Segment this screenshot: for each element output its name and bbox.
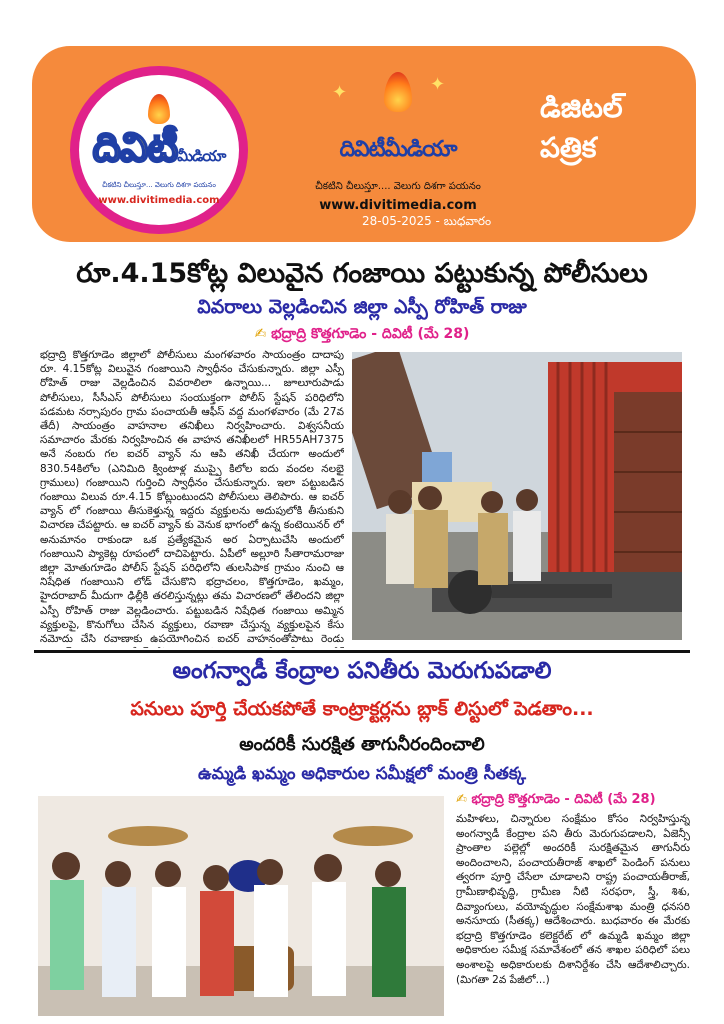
story2-continued: (మిగతా 2వ పేజీలో...) <box>456 973 550 986</box>
left-logo-url: www.divitimedia.com <box>98 195 220 206</box>
pen-writing-icon: ✍ <box>456 792 467 807</box>
story1-byline: ✍ భద్రాద్రి కొత్తగూడెం - దివిటీ (మే 28) <box>254 326 470 342</box>
story2-body: మహిళలు, చిన్నారుల సంక్షేమం కోసం నిర్వహిస్తున్న అంగన్వాడీ కేంద్రాల పని తీరు మెరుగుపడాలని, ఏజెన్సీ ప్రాంతాల పల్లెల్లో అందరికీ సురక్షితమైన తాగునీరు అందించాలని, పంచాయతీరాజ్ శాఖలో పెండింగ్ పనులు త్వరగా పూర్తి చేసేలా చూడాలని రాష్ట్ర పంచాయతీరాజ్, గ్రామీణాభివృద్ధి, గ్రామీణ నీటి సరఫరా, స్త్రీ, శిశు, దివ్యాంగులు, వయోవృద్ధుల సంక్షేమశాఖ మంత్రి ధనసరి అనసూయ (సీతక్క) ఆదేశించారు. బుధవారం ఈ మేరకు భద్రాద్రి కొత్తగూడెం కలెక్టరేట్ లో ఉమ్మడి ఖమ్మం జిల్లా అధికారుల సమీక్ష సమావేశంలో తన శాఖల పరిధిలో పలు అంశాలపై అధికారులకు దిశానిర్దేశం చేసి ఆదేశాలిచ్చారు. (మిగతా 2వ పేజీలో...) <box>456 813 690 986</box>
left-logo-tagline: చీకటిని చీలుస్తూ... వెలుగు దిశగా పయనం <box>102 181 216 189</box>
masthead-banner <box>32 46 696 242</box>
center-logo-brand: దివిటీమీడియా <box>339 137 457 162</box>
story1-subheadline: వివరాలు వెల్లడించిన జిల్లా ఎస్పీ రోహిత్ రాజు <box>197 296 527 318</box>
story2-headline: అంగన్వాడీ కేంద్రాల పనితీరు మెరుగుపడాలి <box>172 658 552 684</box>
left-logo <box>70 66 248 234</box>
police-van-illustration <box>352 352 682 640</box>
center-logo-tagline: చీకటిని చీలుస్తూ.... వెలుగు దిశగా పయనం <box>315 181 481 192</box>
pen-writing-icon: ✍ <box>254 326 267 342</box>
digital-paper-title: డిజిటల్ పత్రిక <box>540 91 623 164</box>
sparkle-icon: ✦ <box>332 82 348 103</box>
story2-byline: ✍ భద్రాద్రి కొత్తగూడెం - దివిటీ (మే 28) <box>456 792 656 807</box>
story1-body: భద్రాద్రి కొత్తగూడెం జిల్లాలో పోలీసులు మంగళవారం సాయంత్రం దాదాపు రూ. 4.15కోట్ల విలువైన గంజాయిని స్వాధీనం చేసుకున్నారు. జిల్లా ఎస్పీ రోహిత్ రాజు వెల్లడించిన వివరాలిలా ఉన్నాయి... జూలూరుపాడు పోలీసులు, సీసీఎస్ పోలీసులు సంయుక్తంగా పోలీస్ స్టేషన్ పరిధిలోని పడమట నర్సాపురం గ్రామ పంచాయతీ ఆఫీస్ వద్ద మంగళవారం (మే 27వ తేదీ) సాయంత్రం వాహనాల తనిఖీలు నిర్వహించారు. విశ్వసనీయ సమాచారం మేరకు నిర్వహించిన ఈ వాహన తనిఖీలలో HR55AH7375 అనే నంబరు గల ఐచర్ వ్యాన్ ను ఆపి తనిఖీ చేయగా అందులో 830.54కిలోల (ఎనిమిది క్వింటాళ్ల ముప్పై కిలోల ఐదు వందల నలభై గ్రాములు) గంజాయిని గుర్తించి స్వాధీనం చేసుకున్నారు. ఇలా పట్టుబడిన గంజాయి విలువ రూ.4.15 కోట్లుంటుందని పోలీసులు తెలిపారు. ఆ ఐచర్ వ్యాన్ లో గంజాయి తీసుకెళ్తున్న ఇద్దరు వ్యక్తులను అదుపులోకి తీసుకుని విచారణ చేపట్టారు. ఆ ఐచర్ వ్యాన్ కు వెనుక భాగంలో ఉన్న కంటెయినర్ లో అనుమానం రాకుండా ఒక ప్రత్యేకమైన అర ఏర్పాటుచేసి అందులో గంజాయిని ప్యాకెట్ల రూపంలో దాచిపెట్టారు. ఏపీలో అల్లూరి సీతారామరాజు జిల్లా మోతుగూడెం పోలీస్ స్టేషన్ పరిధిలోని తులసిపాక గ్రామం నుంచి ఆ నిషేధిత గంజాయిని లోడ్ చేసుకొని భద్రాచలం, కొత్తగూడెం, ఖమ్మం, హైదరాబాద్ మీదుగా ఢిల్లీకి తరలిస్తున్నట్లు తమ విచారణలో తేలిందని జిల్లా ఎస్పీ రోహిత్ రాజు వెల్లడించారు. పట్టుబడిన నిషేధిత గంజాయి అమ్మిన వ్యక్తులపై, కొనుగోలు చేసిన వ్యక్తులు, రవాణా చేస్తున్న వ్యక్తులపైన కేసు నమోదు చేసి రవాణాకు ఉపయోగించిన ఐచర్ వాహనంతోపాటు రెండు <box>40 349 344 646</box>
story2-subheadline-1: పనులు పూర్తి చేయకపోతే కాంట్రాక్టర్లను బ్లాక్ లిస్టులో పెడతాం... <box>130 698 594 720</box>
story2-subheadline-2: అందరికీ సురక్షిత తాగునీరందించాలి <box>239 734 485 755</box>
torch-flame-icon <box>384 72 412 112</box>
issue-date: 28-05-2025 - బుధవారం <box>362 214 492 228</box>
story1-headline: రూ.4.15కోట్ల విలువైన గంజాయి పట్టుకున్న పోలీసులు <box>76 258 648 289</box>
center-logo <box>284 72 512 222</box>
minister-event-illustration <box>38 796 444 1016</box>
story1-photo-police-inspecting-van <box>352 352 682 640</box>
left-logo-brand: దివిటీమీడియా <box>92 125 226 171</box>
story2-subheadline-3: ఉమ్మడి ఖమ్మం అధికారుల సమీక్షలో మంత్రి సీతక్క <box>198 764 526 784</box>
story2-photo-minister-event <box>38 796 444 1016</box>
section-divider <box>34 650 690 653</box>
center-logo-url: www.divitimedia.com <box>319 198 477 213</box>
sparkle-icon: ✦ <box>430 74 446 95</box>
torch-flame-icon <box>148 94 170 124</box>
